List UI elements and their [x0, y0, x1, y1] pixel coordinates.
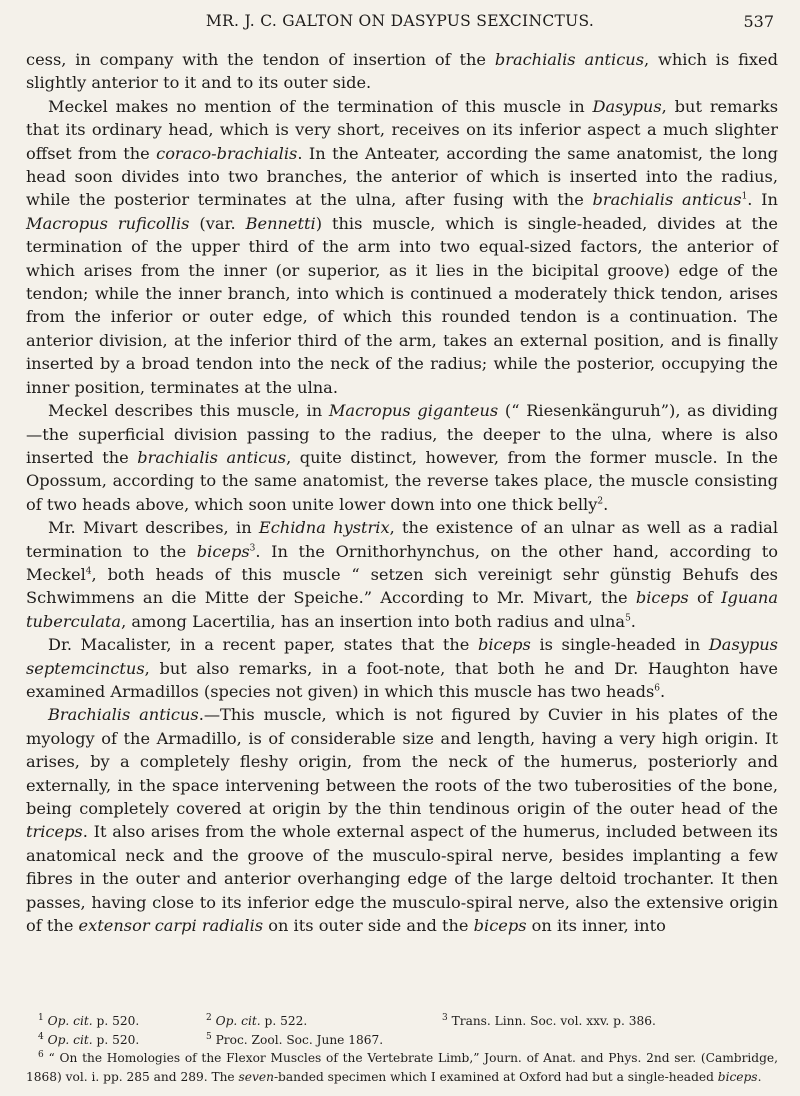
text-run: (“ Riesenkänguruh”), as dividing —the superficial division passing to the radius, the deeper to the ulna, where is also inserted the	[26, 401, 779, 467]
italic-term: triceps	[26, 822, 83, 842]
italic-term: Op. cit.	[47, 1014, 93, 1028]
footnote-ref: 6	[38, 1049, 44, 1060]
text-run: Mr. Mivart describes, in	[48, 518, 259, 538]
footnote-entry	[26, 1031, 206, 1050]
page-header	[26, 12, 774, 38]
footnote-ref: 2	[597, 496, 604, 507]
footnote-ref: 1	[741, 192, 748, 203]
text-run: .	[630, 611, 636, 631]
text-run: cess, in company with the tendon of insertion of the	[26, 50, 495, 69]
text-run: p. 520.	[92, 1014, 140, 1028]
italic-term: Brachialis anticus	[48, 705, 199, 725]
footnote-entry	[206, 1031, 442, 1050]
footnote-ref: 5	[625, 613, 631, 624]
footnote-6	[26, 1049, 778, 1086]
text-run: Meckel makes no mention of the termination of this muscle in	[48, 96, 593, 116]
italic-term: Iguana tuberculata	[26, 588, 778, 631]
text-run: .	[603, 494, 609, 514]
italic-term: Op. cit.	[215, 1014, 261, 1028]
text-run: “ On the Homologies of the Flexor Muscles of the Vertebrate Limb,” Journ. of Anat. and Phys. 2nd ser. (Cambridge, 1868) vol. i. pp. 285 and 289. The	[26, 1051, 778, 1084]
italic-term: biceps	[473, 916, 527, 936]
text-run: , but remarks that its ordinary head, which is very short, receives on its inferior aspect a much slighter offset from the	[26, 96, 778, 163]
text-run: , the existence of an ulnar as well as a radial termination to the	[26, 518, 779, 561]
paragraph	[26, 95, 778, 399]
running-head: MR. J. C. GALTON ON DASYPUS SEXCINCTUS.	[205, 12, 595, 30]
footnote-ref: 4	[38, 1031, 44, 1042]
text-run: , quite distinct, however, from the former muscle. In the Opossum, according to the same anatomist, the reverse takes place, the muscle consisting of two heads above, which soon unite lower down into one thick belly	[26, 447, 778, 514]
footnotes	[26, 1012, 778, 1086]
text-run: Proc. Zool. Soc. June 1867.	[211, 1032, 384, 1047]
text-run: . In the Ornithorhynchus, on the other hand, according to Meckel	[26, 541, 778, 584]
text-run: Meckel describes this muscle, in	[48, 401, 329, 421]
footnote-ref: 1	[38, 1012, 44, 1023]
text-run: , which is fixed slightly anterior to it and to its outer side.	[26, 50, 779, 93]
paragraph	[26, 48, 778, 95]
italic-term: extensor carpi radialis	[78, 916, 264, 936]
italic-term: brachialis anticus	[592, 190, 742, 210]
italic-term: biceps	[635, 588, 689, 608]
text-run: on its inner, into	[526, 916, 666, 936]
text-run: , among Lacertilia, has an insertion into both radius and ulna	[121, 611, 626, 631]
italic-term: Op. cit.	[47, 1032, 93, 1047]
footnote-ref: 2	[206, 1012, 212, 1023]
italic-term: Dasypus	[592, 96, 662, 116]
text-run: on its outer side and the	[263, 916, 474, 936]
text-run: .	[660, 681, 666, 701]
footnote-entry	[442, 1012, 656, 1031]
footnote-ref: 6	[654, 683, 661, 694]
text-run: ) this muscle, which is single-headed, divides at the termination of the upper third of the arm into two equal-sized factors, the anterior of which arises from the inner (or superior, as it lies in the bicipital groove) edge of the tendon; while the inner branch, into which is continued a moderately thick tendon, arises from the inferior or outer edge, of which this rounded tendon is a continuation. The anterior division, at the inferior third of the arm, takes an external position, and is finally inserted by a broad tendon into the neck of the radius; while the posterior, occupying the inner position, terminates at the ulna.	[26, 213, 778, 397]
text-run: . In the Anteater, according the same anatomist, the long head soon divides into two branches, the anterior of which is inserted into the radius, while the posterior terminates at the ulna, after fusing with the	[26, 143, 778, 210]
italic-term: biceps	[477, 635, 531, 655]
italic-term: Macropus giganteus	[328, 401, 499, 421]
text-run: . In	[747, 190, 778, 210]
text-run: -banded specimen which I examined at Oxford had but a single-headed	[273, 1069, 718, 1084]
paragraph	[26, 399, 778, 516]
italic-term: Echidna hystrix	[258, 518, 390, 538]
italic-term: Bennetti	[245, 213, 316, 233]
text-run: (var.	[189, 213, 246, 233]
text-run: .—This muscle, which is not figured by Cuvier in his plates of the myology of the Armadillo, is of considerable size and length, having a very high origin. It arises, by a completely fleshy origin, from the neck of the humerus, posteriorly and externally, in the space intervening between the roots of the two tuberosities of the bone, being completely covered at origin by the thin tendinous origin of the outer head of the	[26, 705, 778, 818]
italic-term: brachialis anticus	[137, 447, 287, 467]
italic-term: coraco-brachialis	[156, 143, 298, 163]
footnote-ref: 3	[249, 543, 256, 554]
italic-term: seven	[238, 1069, 274, 1084]
text-run: , both heads of this muscle “ setzen sich vereinigt sehr günstig Behufs des Schwimmens an die Mitte der Speiche.” According to Mr. Mivart, the	[26, 564, 778, 608]
footnote-row	[26, 1012, 778, 1031]
paragraph	[26, 516, 778, 633]
text-run: , but also remarks, in a foot-note, that both he and Dr. Haughton have examined Armadillos (species not given) in which this muscle has two heads	[26, 658, 778, 701]
footnote-ref: 5	[206, 1031, 212, 1042]
italic-term: Dasypus septemcinctus	[26, 635, 778, 678]
text-run: is single-headed in	[530, 635, 709, 655]
text-run: of	[688, 588, 722, 608]
footnote-ref: 4	[85, 566, 92, 577]
text-run: p. 520.	[92, 1032, 140, 1047]
body-text	[26, 48, 778, 937]
italic-term: biceps	[196, 541, 250, 561]
footnote-row	[26, 1031, 778, 1050]
page-number: 537	[743, 12, 774, 31]
footnote-entry	[206, 1012, 442, 1031]
paragraph	[26, 633, 778, 703]
italic-term: brachialis anticus	[494, 50, 644, 69]
italic-term: Macropus ruficollis	[26, 213, 190, 233]
text-run: .	[757, 1069, 762, 1084]
text-run: Dr. Macalister, in a recent paper, states that the	[48, 635, 478, 655]
footnote-ref: 3	[442, 1012, 448, 1023]
text-run: Trans. Linn. Soc. vol. xxv. p. 386.	[447, 1014, 656, 1028]
footnote-entry	[26, 1012, 206, 1031]
text-run: p. 522.	[260, 1014, 308, 1028]
italic-term: biceps	[717, 1069, 758, 1084]
text-run: . It also arises from the whole external aspect of the humerus, included between its anatomical neck and the groove of the musculo-spiral nerve, besides implanting a few fibres in the outer and anterior overhanging edge of the large deltoid trochanter. It then passes, having close to its inferior edge the musculo-spiral nerve, also the extensive origin of the	[26, 822, 778, 936]
paragraph	[26, 703, 778, 937]
